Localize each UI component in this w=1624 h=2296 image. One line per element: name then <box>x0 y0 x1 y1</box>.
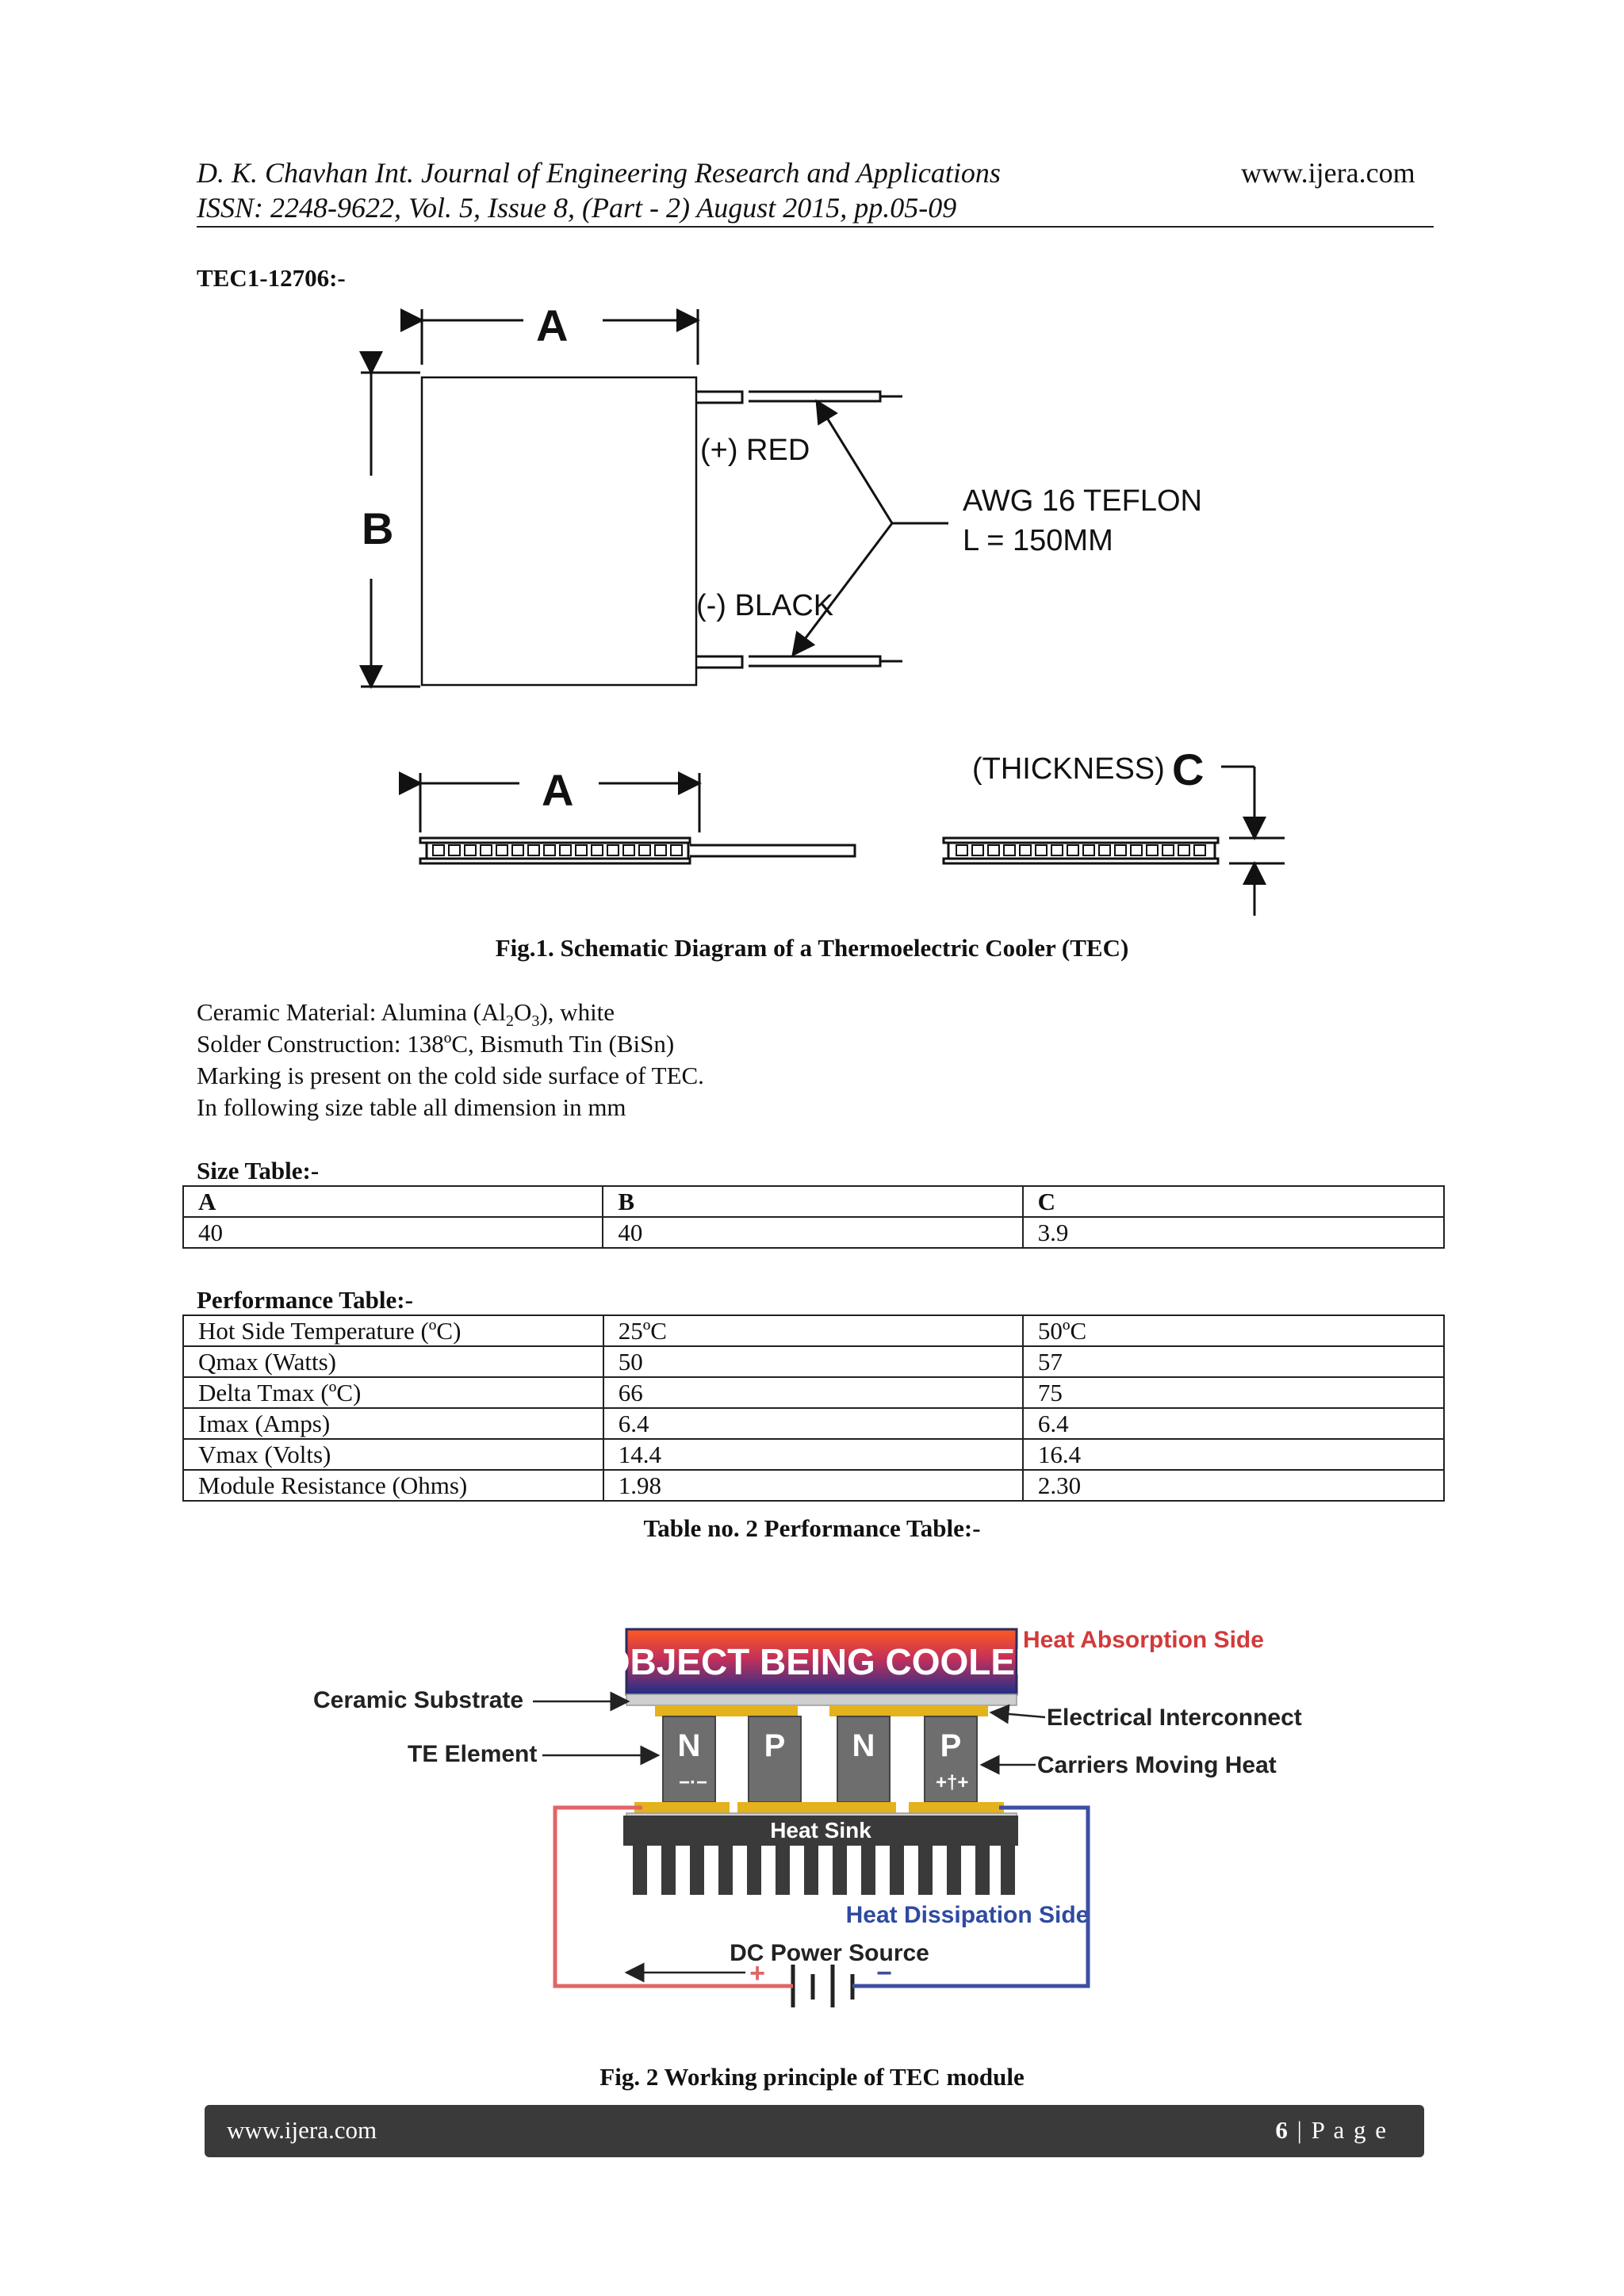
heat-absorption-label: Heat Absorption Side <box>1023 1627 1264 1653</box>
table-row <box>183 1377 1444 1408</box>
pellet-label: N <box>852 1728 875 1763</box>
table-cell: 1.98 <box>603 1470 1023 1501</box>
table-cell: Qmax (Watts) <box>183 1346 603 1377</box>
heat-dissipation-label: Heat Dissipation Side <box>845 1902 1090 1928</box>
table-header-cell: B <box>603 1186 1022 1217</box>
table-row <box>183 1217 1444 1248</box>
spec-ceramic: Ceramic Material: Alumina $(Al_2O_3)$, white <box>197 998 615 1031</box>
pellet-label: N <box>677 1728 701 1763</box>
table-cell: 3.9 <box>1023 1217 1444 1248</box>
object-being-cooled-label: OBJECT BEING COOLED <box>601 1641 1042 1682</box>
spec-solder: Solder Construction: 138ºC, Bismuth Tin (BiSn) <box>197 1030 675 1058</box>
table-cell: Vmax (Volts) <box>183 1439 603 1470</box>
journal-header-issn: ISSN: 2248-9622, Vol. 5, Issue 8, (Part - 2) August 2015, pp.05-09 <box>197 192 957 224</box>
table-cell: 75 <box>1023 1377 1444 1408</box>
dc-power-label: DC Power Source <box>730 1940 929 1966</box>
fig2-tec-principle <box>301 1609 1332 2022</box>
pellet-label: P <box>764 1728 786 1763</box>
performance-table-title: Performance Table:- <box>197 1286 413 1314</box>
table-cell: 6.4 <box>1023 1408 1444 1439</box>
table-cell: Delta Tmax (ºC) <box>183 1377 603 1408</box>
table-row <box>183 1315 1444 1346</box>
table-cell: 40 <box>603 1217 1022 1248</box>
journal-header-url: www.ijera.com <box>1241 157 1415 189</box>
table-cell: Hot Side Temperature (ºC) <box>183 1315 603 1346</box>
fig1-schematic <box>333 293 1332 928</box>
ceramic-substrate-label: Ceramic Substrate <box>313 1687 524 1713</box>
table-cell: 50ºC <box>1023 1315 1444 1346</box>
electrical-interconnect-label: Electrical Interconnect <box>1047 1705 1302 1731</box>
dim-label-c: C <box>1172 744 1205 794</box>
pellet-label: P <box>940 1728 962 1763</box>
dim-label-a-bottom: A <box>542 765 574 815</box>
table-cell: 40 <box>183 1217 603 1248</box>
thickness-label: (THICKNESS) <box>972 752 1165 786</box>
te-element-label: TE Element <box>408 1741 538 1767</box>
electron-carrier-icon: −·− <box>679 1772 708 1793</box>
table-cell: 16.4 <box>1023 1439 1444 1470</box>
table-row <box>183 1408 1444 1439</box>
wire-label-black: (-) BLACK <box>696 589 834 622</box>
table-cell: 50 <box>603 1346 1023 1377</box>
fig1-caption: Fig.1. Schematic Diagram of a Thermoelectric Cooler (TEC) <box>495 934 1129 962</box>
heat-sink-label: Heat Sink <box>770 1818 871 1843</box>
dim-label-b: B <box>362 503 394 553</box>
spec-marking: Marking is present on the cold side surface of TEC. <box>197 1062 704 1089</box>
wire-label-red: (+) RED <box>700 434 810 467</box>
performance-table <box>182 1314 1445 1502</box>
journal-header-left: D. K. Chavhan Int. Journal of Engineering Research and Applications <box>197 157 1001 189</box>
fig2-caption: Fig. 2 Working principle of TEC module <box>599 2063 1025 2091</box>
table-row <box>183 1186 1444 1217</box>
size-table <box>182 1185 1445 1249</box>
awg-label-line2: L = 150MM <box>963 524 1113 557</box>
plus-sign: + <box>749 1958 765 1988</box>
page-number: 6 | P a g e <box>1275 2116 1388 2144</box>
carriers-moving-heat-label: Carriers Moving Heat <box>1037 1752 1277 1778</box>
section-title: TEC1-12706:- <box>197 264 346 292</box>
footer-url: www.ijera.com <box>227 2116 377 2144</box>
table-cell: 2.30 <box>1023 1470 1444 1501</box>
hole-carrier-icon: +†+ <box>936 1772 969 1793</box>
performance-table-caption: Table no. 2 Performance Table:- <box>643 1514 981 1542</box>
table-cell: 14.4 <box>603 1439 1023 1470</box>
table-cell: 66 <box>603 1377 1023 1408</box>
spec-dimension-note: In following size table all dimension in mm <box>197 1093 626 1121</box>
table-cell: 57 <box>1023 1346 1444 1377</box>
table-row <box>183 1346 1444 1377</box>
table-cell: 25ºC <box>603 1315 1023 1346</box>
minus-sign: − <box>876 1958 892 1988</box>
dim-label-a-top: A <box>536 300 569 350</box>
table-cell: Imax (Amps) <box>183 1408 603 1439</box>
table-header-cell: C <box>1023 1186 1444 1217</box>
table-row <box>183 1439 1444 1470</box>
page-footer <box>205 2105 1424 2157</box>
table-cell: 6.4 <box>603 1408 1023 1439</box>
table-header-cell: A <box>183 1186 603 1217</box>
header-rule <box>197 226 1434 228</box>
table-row <box>183 1470 1444 1501</box>
table-cell: Module Resistance (Ohms) <box>183 1470 603 1501</box>
awg-label-line1: AWG 16 TEFLON <box>963 484 1202 518</box>
size-table-title: Size Table:- <box>197 1157 320 1184</box>
